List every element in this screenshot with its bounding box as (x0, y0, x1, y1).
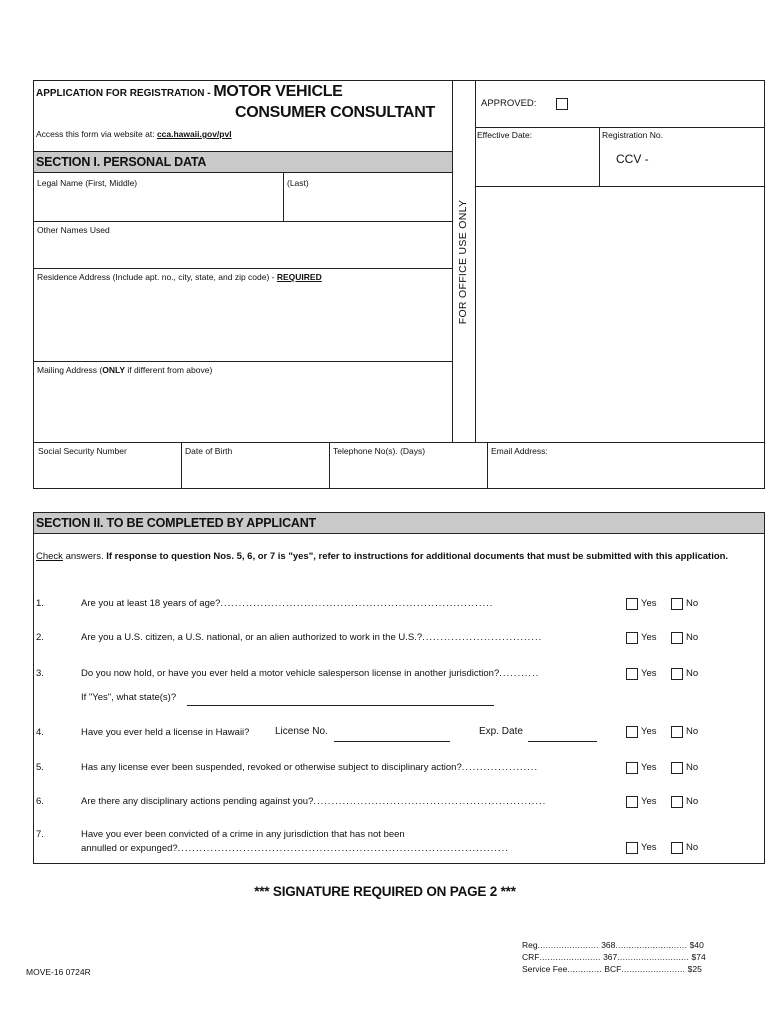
q4-license-label: License No. (275, 726, 328, 737)
fee-reg-dots-2: ........................... (615, 940, 688, 950)
dob-field[interactable] (182, 458, 328, 488)
title-line1: MOTOR VEHICLE (213, 83, 343, 100)
q6-number: 6. (36, 796, 44, 807)
access-url[interactable]: cca.hawaii.gov/pvl (156, 129, 232, 139)
office-divider-3 (475, 186, 765, 187)
q3-yes-label: Yes (641, 668, 657, 679)
q7-yes-checkbox[interactable] (626, 842, 638, 854)
last-name-label: (Last) (287, 178, 309, 188)
q2-yes-checkbox[interactable] (626, 632, 638, 644)
q7-text-line2 (81, 843, 509, 854)
fee-crf-name: CRF (522, 952, 540, 962)
q1-yes-label: Yes (641, 598, 657, 609)
residence-address-field[interactable] (34, 284, 451, 360)
residence-label (37, 272, 322, 282)
q5-yes-label: Yes (641, 762, 657, 773)
q6-text (81, 796, 546, 807)
office-use-vertical-label: FOR OFFICE USE ONLY (457, 199, 469, 325)
q7-label-2: annulled or expunged? (81, 843, 178, 854)
q4-no-label: No (686, 726, 699, 737)
q4-number: 4. (36, 727, 44, 738)
q2-number: 2. (36, 632, 44, 643)
q5-text (81, 762, 538, 773)
fee-reg-name: Reg (522, 940, 538, 950)
fee-service-code: BCF (604, 964, 622, 974)
row-divider-4 (33, 442, 765, 443)
q5-yes-checkbox[interactable] (626, 762, 638, 774)
q4-license-field[interactable] (334, 741, 450, 742)
signature-notice: *** SIGNATURE REQUIRED ON PAGE 2 *** (254, 884, 516, 899)
office-column-divider-right (475, 80, 476, 443)
registration-no-label: Registration No. (602, 130, 663, 140)
q4-yes-label: Yes (641, 726, 657, 737)
q3-no-label: No (686, 668, 699, 679)
fee-service-amount: $25 (687, 964, 702, 974)
fee-row-crf (522, 952, 706, 962)
q2-yes-label: Yes (641, 632, 657, 643)
q7-number: 7. (36, 829, 44, 840)
q3-states-field[interactable] (187, 705, 494, 706)
q4-exp-label: Exp. Date (479, 726, 523, 737)
registration-prefix: CCV - (616, 152, 649, 166)
q7-no-checkbox[interactable] (671, 842, 683, 854)
fee-crf-dots-2: ........................... (617, 952, 690, 962)
fee-service-name: Service Fee (522, 964, 568, 974)
q5-label: Has any license ever been suspended, revoked or otherwise subject to disciplinary action? (81, 762, 462, 773)
q3-number: 3. (36, 668, 44, 679)
office-divider-1 (475, 127, 765, 128)
first-middle-name-field[interactable] (34, 190, 282, 220)
q4-no-checkbox[interactable] (671, 726, 683, 738)
mailing-suffix: if different from above) (125, 365, 213, 375)
fee-crf-amount: $74 (691, 952, 706, 962)
ssn-label: Social Security Number (38, 446, 127, 456)
mailing-label (37, 365, 212, 375)
fee-row-service (522, 964, 702, 974)
q5-no-checkbox[interactable] (671, 762, 683, 774)
fee-service-dots-2: ........................ (621, 964, 686, 974)
row-divider-1 (33, 221, 453, 222)
q7-yes-label: Yes (641, 842, 657, 853)
q2-no-checkbox[interactable] (671, 632, 683, 644)
fee-reg-amount: $40 (689, 940, 704, 950)
effective-date-label: Effective Date: (477, 130, 533, 140)
office-divider-2 (599, 127, 600, 186)
q6-yes-checkbox[interactable] (626, 796, 638, 808)
telephone-field[interactable] (330, 458, 486, 488)
q4-text: Have you ever held a license in Hawaii? (81, 727, 250, 738)
q7-no-label: No (686, 842, 699, 853)
q5-dots: ..................... (461, 762, 539, 773)
fee-crf-dots-1: ....................... (539, 952, 601, 962)
title-line2: CONSUMER CONSULTANT (235, 104, 435, 121)
q7-text-line1: Have you ever been convicted of a crime in any jurisdiction that has not been (81, 829, 405, 840)
section1-header: SECTION I. PERSONAL DATA (33, 151, 453, 173)
q3-label: Do you now hold, or have you ever held a motor vehicle salesperson license in another jurisdiction? (81, 668, 500, 679)
q2-dots: ................................. (422, 632, 543, 643)
q6-no-label: No (686, 796, 699, 807)
email-field[interactable] (488, 458, 764, 488)
q2-no-label: No (686, 632, 699, 643)
section2-instructions (36, 550, 736, 564)
q1-number: 1. (36, 598, 44, 609)
q3-dots: ........... (499, 668, 540, 679)
row-divider-3 (33, 361, 453, 362)
fee-row-reg (522, 940, 704, 950)
fee-reg-dots-1: ....................... (537, 940, 599, 950)
other-names-field[interactable] (34, 237, 451, 267)
q1-text (81, 598, 493, 609)
approved-label: APPROVED: (481, 98, 537, 109)
q5-no-label: No (686, 762, 699, 773)
other-names-label: Other Names Used (37, 225, 110, 235)
residence-text: Residence Address (Include apt. no., city, state, and zip code) - (37, 272, 277, 282)
q6-no-checkbox[interactable] (671, 796, 683, 808)
q2-text (81, 632, 542, 643)
instr-answers: answers. (62, 551, 107, 562)
q3-yes-checkbox[interactable] (626, 668, 638, 680)
fee-service-dots-1: ............. (567, 964, 602, 974)
approved-checkbox[interactable] (556, 98, 568, 110)
q3-followup-label: If "Yes", what state(s)? (81, 692, 177, 703)
mailing-only: ONLY (102, 365, 126, 375)
instr-check: Check (36, 551, 63, 562)
q1-no-label: No (686, 598, 699, 609)
q4-exp-field[interactable] (528, 741, 597, 742)
mailing-address-field[interactable] (34, 377, 451, 441)
mailing-prefix: Mailing Address ( (37, 365, 103, 375)
q7-dots: ........................................................................................... (177, 843, 509, 854)
section2-block (33, 512, 765, 864)
office-column-divider-left (452, 80, 453, 443)
q3-text (81, 668, 539, 679)
q1-no-checkbox[interactable] (671, 598, 683, 610)
fee-crf-code: 367 (603, 952, 618, 962)
q2-label: Are you a U.S. citizen, a U.S. national, or an alien authorized to work in the U.S.? (81, 632, 423, 643)
row-divider-2 (33, 268, 453, 269)
form-id: MOVE-16 0724R (26, 967, 91, 977)
dob-label: Date of Birth (185, 446, 233, 456)
instr-bold: If response to question Nos. 5, 6, or 7 is "yes", refer to instructions for additional documents that must be submitted with this application. (106, 551, 729, 562)
access-prefix: Access this form via website at: (36, 129, 157, 139)
q6-dots: ................................................................ (313, 796, 547, 807)
form-title (36, 83, 343, 101)
fee-reg-code: 368 (601, 940, 616, 950)
legal-name-label: Legal Name (First, Middle) (37, 178, 138, 188)
q1-dots: ........................................................................... (220, 598, 494, 609)
email-label: Email Address: (491, 446, 548, 456)
q1-yes-checkbox[interactable] (626, 598, 638, 610)
residence-required: REQUIRED (276, 272, 322, 282)
q6-label: Are there any disciplinary actions pending against you? (81, 796, 314, 807)
q4-yes-checkbox[interactable] (626, 726, 638, 738)
q6-yes-label: Yes (641, 796, 657, 807)
q1-label: Are you at least 18 years of age? (81, 598, 221, 609)
last-name-field[interactable] (284, 190, 451, 220)
title-prefix: APPLICATION FOR REGISTRATION - (36, 88, 214, 99)
q5-number: 5. (36, 762, 44, 773)
access-text (36, 129, 232, 139)
q3-no-checkbox[interactable] (671, 668, 683, 680)
section2-header: SECTION II. TO BE COMPLETED BY APPLICANT (33, 512, 765, 534)
ssn-field[interactable] (34, 458, 180, 488)
telephone-label: Telephone No(s). (Days) (333, 446, 426, 456)
